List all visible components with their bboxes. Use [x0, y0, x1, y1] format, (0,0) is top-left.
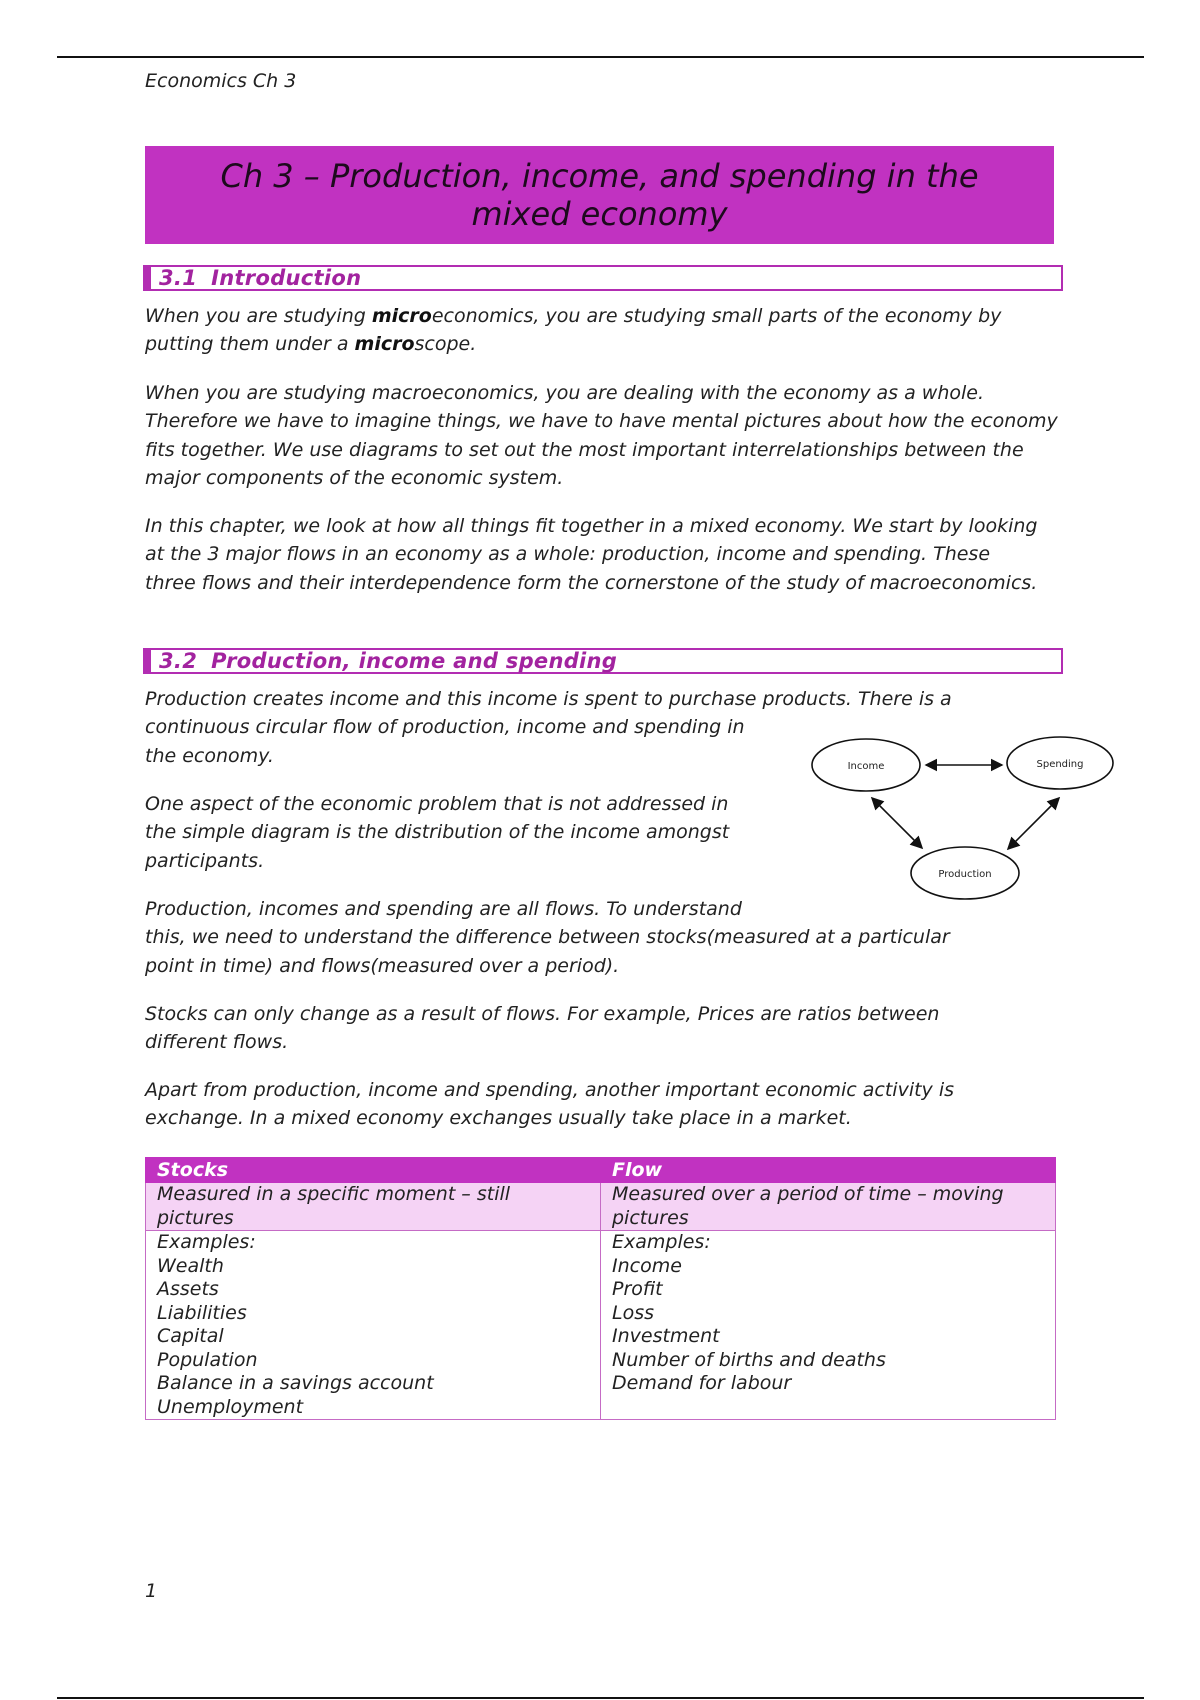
list-item: Unemployment [157, 1395, 304, 1418]
section-title: Introduction [211, 266, 362, 290]
section-title: Production, income and spending [211, 649, 618, 673]
examples-label: Examples: [157, 1231, 256, 1253]
income-label: Income [847, 761, 885, 772]
circular-flow-diagram [805, 728, 1125, 903]
stocks-description: Measured in a specific moment – still pictures [146, 1183, 601, 1231]
section-heading-production [143, 648, 1063, 674]
list-item: Capital [157, 1325, 224, 1347]
list-item: Profit [612, 1278, 663, 1300]
table-row-description [146, 1183, 1056, 1231]
header-stocks: Stocks [146, 1158, 601, 1183]
production-paragraph-4: Stocks can only change as a result of flows. For example, Prices are ratios between different flows. [145, 1003, 940, 1054]
income-production-arrow [872, 798, 922, 848]
list-item: Investment [612, 1325, 720, 1347]
production-paragraph-3: Production, incomes and spending are all flows. To understand this, we need to understand the difference between stocks(measured at a particular point in time) and flows(measured over a period). [145, 898, 950, 977]
table-row-examples [146, 1231, 1056, 1420]
list-item: Balance in a savings account [157, 1372, 434, 1394]
section-number: 3.1 [159, 266, 198, 290]
flow-examples-cell [601, 1231, 1056, 1420]
bottom-rule [57, 1697, 1144, 1699]
production-paragraph-5: Apart from production, income and spending, another important economic activity is exchange. In a mixed economy exchanges usually take place in a market. [145, 1079, 955, 1130]
list-item: Liabilities [157, 1301, 247, 1324]
stocks-examples-cell [146, 1231, 601, 1420]
page-number: 1 [145, 1580, 158, 1602]
examples-label: Examples: [612, 1231, 711, 1253]
spending-label: Spending [1036, 759, 1084, 770]
list-item: Assets [157, 1278, 219, 1300]
flow-description: Measured over a period of time – moving pictures [601, 1183, 1056, 1231]
top-rule [57, 56, 1144, 58]
list-item: Demand for labour [612, 1372, 792, 1394]
spending-production-arrow [1008, 798, 1059, 849]
production-paragraph-1: Production creates income and this income is spent to purchase products. There is a continuous circular flow of production, income and spending in the economy. [145, 688, 952, 767]
list-item: Population [157, 1348, 258, 1371]
table-header-row [146, 1158, 1056, 1183]
section-heading-introduction [143, 265, 1063, 291]
production-paragraph-2: One aspect of the economic problem that is not addressed in the simple diagram is the distribution of the income amongst participants. [145, 793, 730, 872]
intro-paragraph-2: When you are studying macroeconomics, you are dealing with the economy as a whole. Therefore we have to imagine things, we have to have mental pictures about how the economy fits together. We use diagrams to set out the most important interrelationships between the major components of the economic system. [145, 382, 1058, 489]
production-label: Production [938, 869, 992, 880]
chapter-title: Ch 3 – Production, income, and spending in the mixed economy [220, 157, 979, 233]
list-item: Number of births and deaths [612, 1348, 886, 1371]
intro-paragraph-3: In this chapter, we look at how all things fit together in a mixed economy. We start by looking at the 3 major flows in an economy as a whole: production, income and spending. These three flows and their interdependence form the cornerstone of the study of macroeconomics. [145, 515, 1038, 594]
chapter-title-box [145, 146, 1054, 244]
header-flow: Flow [601, 1158, 1056, 1183]
list-item: Income [612, 1254, 682, 1277]
running-header: Economics Ch 3 [145, 70, 297, 92]
intro-paragraph-1: When you are studying microeconomics, you are studying small parts of the economy by putting them under a microscope. [145, 305, 1002, 356]
list-item: Loss [612, 1301, 655, 1324]
stocks-flow-table [145, 1157, 1056, 1420]
section-number: 3.2 [159, 649, 198, 673]
list-item: Wealth [157, 1254, 224, 1277]
